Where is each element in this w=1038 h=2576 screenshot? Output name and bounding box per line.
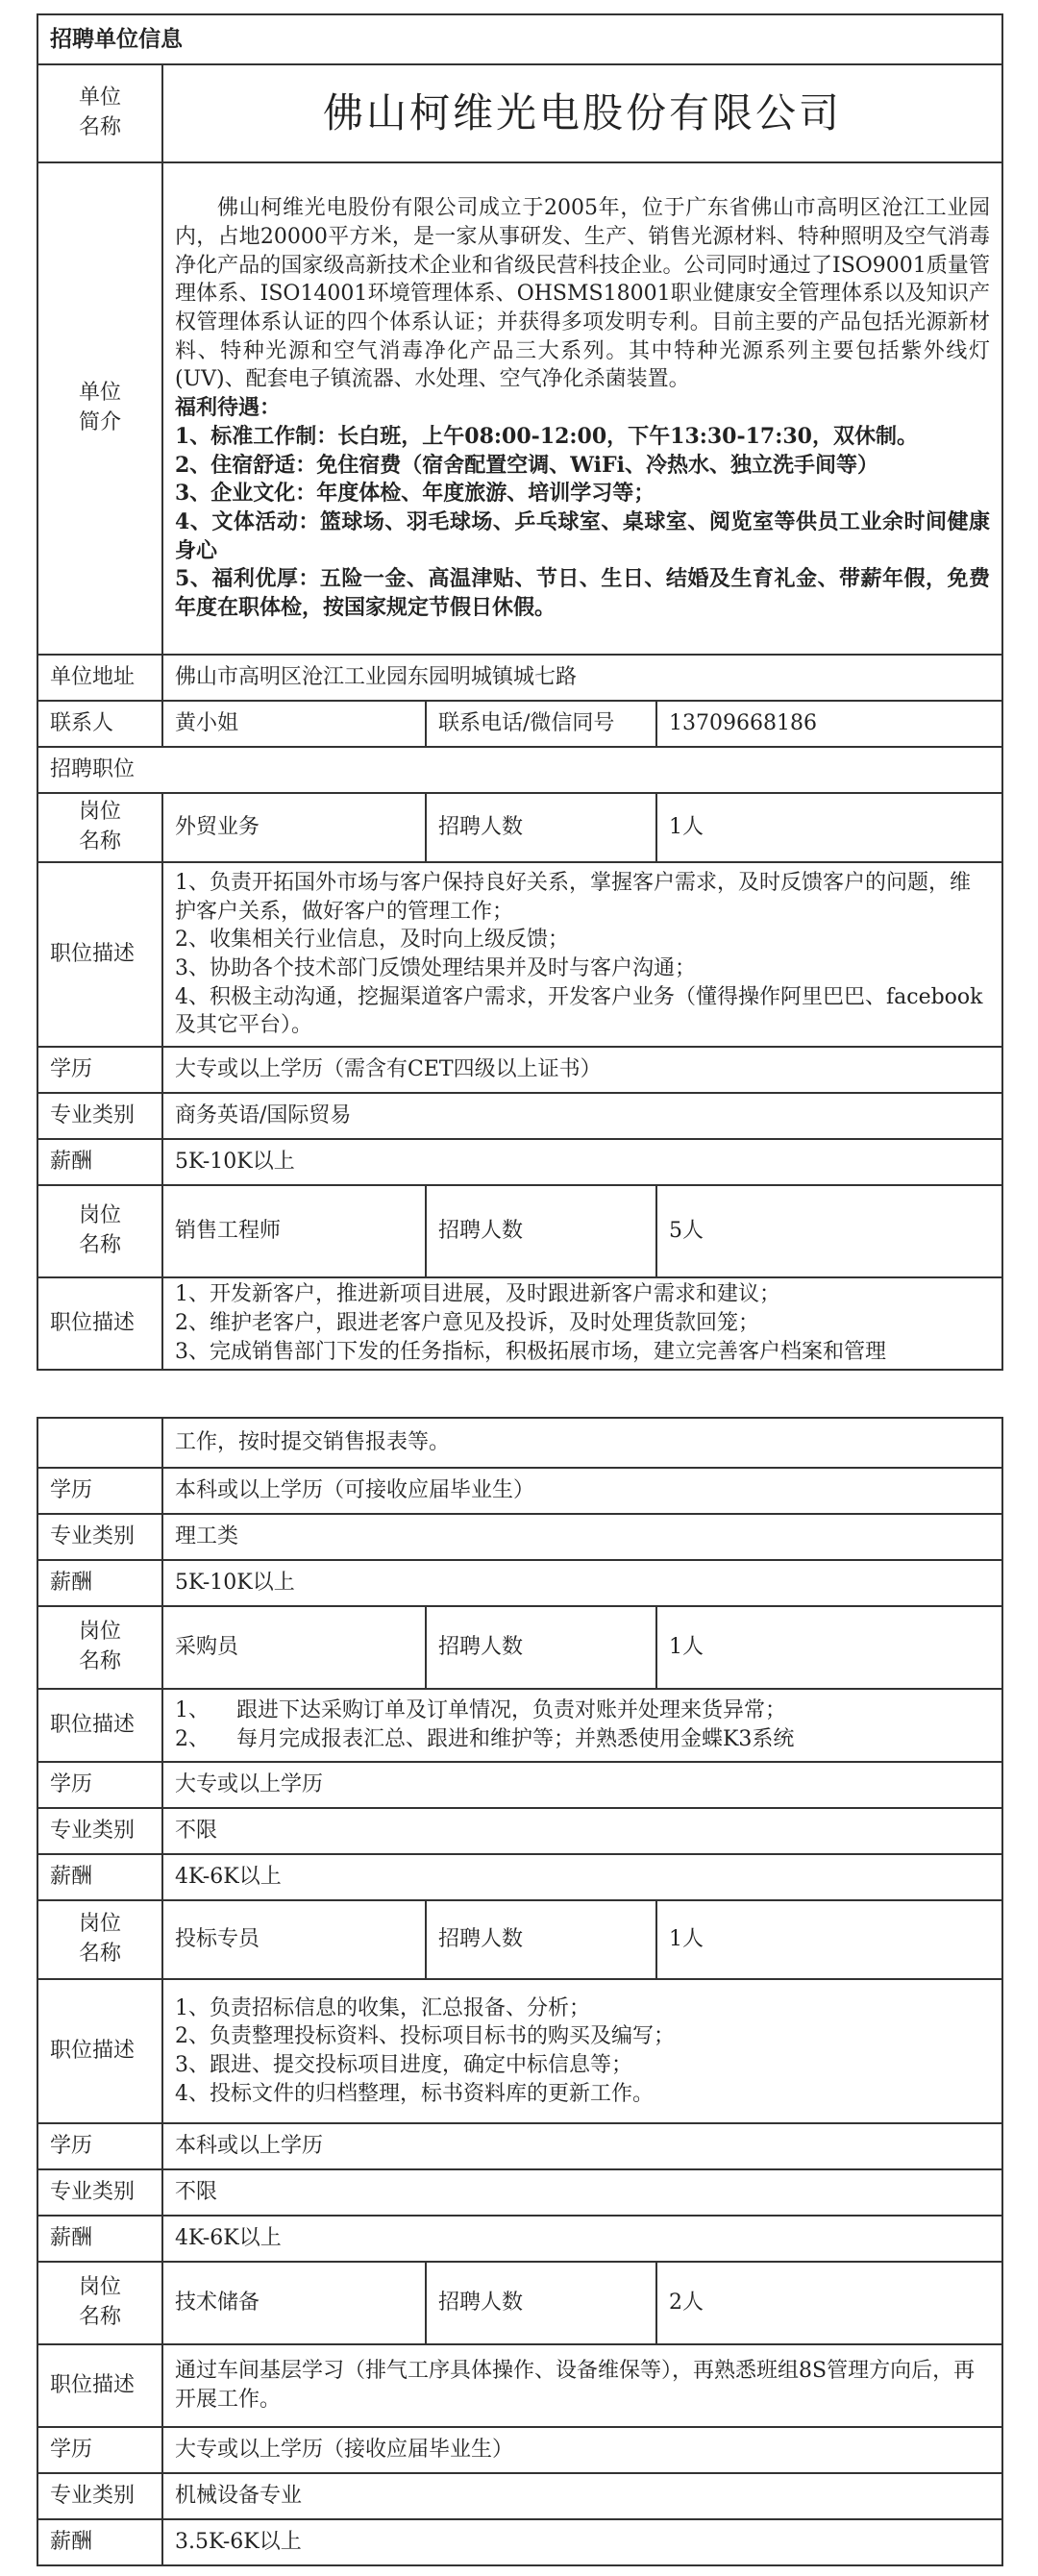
desc-item: 2、维护老客户，跟进老客户意见及投诉，及时处理货款回笼；: [175, 1311, 759, 1336]
benefit-item: 5、福利优厚：五险一金、高温津贴、节日、生日、结婚及生育礼金、带薪年假，免费年度在职体检，按国家规定节假日休假。: [175, 566, 990, 620]
edu-label: 学历: [37, 1762, 162, 1808]
count-value: 1人: [656, 793, 1002, 862]
count-value: 1人: [656, 1606, 1002, 1689]
desc-item: 2、 每月完成报表汇总、跟进和维护等；并熟悉使用金蝶K3系统: [175, 1727, 795, 1751]
benefit-item: 1、标准工作制：长白班，上午08:00-12:00，下午13:30-17:30，双休制。: [175, 423, 918, 449]
recruitment-table-part2: [37, 1417, 1003, 2566]
major-label: 专业类别: [37, 1093, 162, 1139]
position-desc: [162, 2344, 1002, 2427]
recruitment-table-part1: [37, 13, 1003, 1371]
desc-item: 4、投标文件的归档整理，标书资料库的更新工作。: [175, 2081, 654, 2106]
desc-item: 2、负责整理投标资料、投标项目标书的购买及编写；: [175, 2024, 675, 2049]
company-intro-label: 单位 简介: [37, 162, 162, 655]
major-label: 专业类别: [37, 2473, 162, 2519]
desc-item: 1、负责开拓国外市场与客户保持良好关系，掌握客户需求，及时反馈客户的问题，维护客户关系，做好客户的管理工作；: [175, 870, 971, 924]
position-name: 投标专员: [162, 1900, 426, 1979]
position-desc: [162, 1689, 1002, 1762]
major-value: 不限: [162, 2169, 1002, 2216]
salary-label: 薪酬: [37, 1560, 162, 1606]
desc-item: 3、协助各个技术部门反馈处理结果并及时与客户沟通；: [175, 956, 696, 980]
salary-value: 5K-10K以上: [162, 1139, 1002, 1185]
count-value: 1人: [656, 1900, 1002, 1979]
phone-label: 联系电话/微信同号: [426, 701, 656, 747]
desc-label: 职位描述: [37, 1277, 162, 1370]
desc-item: 3、完成销售部门下发的任务指标，积极拓展市场，建立完善客户档案和管理: [175, 1339, 886, 1364]
benefit-item: 2、住宿舒适：免住宿费（宿舍配置空调、WiFi、冷热水、独立洗手间等）: [175, 452, 878, 478]
edu-value: 大专或以上学历（需含有CET四级以上证书）: [162, 1047, 1002, 1093]
desc-item: 2、收集相关行业信息，及时向上级反馈；: [175, 928, 569, 953]
position-desc: [162, 1277, 1002, 1370]
position-label: 岗位 名称: [37, 793, 162, 862]
address-value: 佛山市高明区沧江工业园东园明城镇城七路: [162, 655, 1002, 701]
salary-value: 3.5K-6K以上: [162, 2519, 1002, 2565]
company-name: 佛山柯维光电股份有限公司: [162, 64, 1002, 162]
major-label: 专业类别: [37, 2169, 162, 2216]
salary-value: 4K-6K以上: [162, 1854, 1002, 1900]
major-value: 商务英语/国际贸易: [162, 1093, 1002, 1139]
edu-label: 学历: [37, 1047, 162, 1093]
position-name: 销售工程师: [162, 1185, 426, 1277]
salary-value: 5K-10K以上: [162, 1560, 1002, 1606]
edu-value: 本科或以上学历: [162, 2123, 1002, 2169]
benefit-item: 4、文体活动：篮球场、羽毛球场、乒乓球室、桌球室、阅览室等供员工业余时间健康身心: [175, 508, 990, 563]
position-label: 岗位 名称: [37, 1185, 162, 1277]
phone-value: 13709668186: [656, 701, 1002, 747]
count-label: 招聘人数: [426, 1900, 656, 1979]
salary-label: 薪酬: [37, 1854, 162, 1900]
desc-continued: 工作，按时提交销售报表等。: [162, 1418, 1002, 1468]
major-label: 专业类别: [37, 1808, 162, 1854]
desc-item: 3、跟进、提交投标项目进度，确定中标信息等；: [175, 2053, 632, 2077]
desc-label: 职位描述: [37, 2344, 162, 2427]
desc-label: 职位描述: [37, 1689, 162, 1762]
major-value: 机械设备专业: [162, 2473, 1002, 2519]
desc-item: 1、 跟进下达采购订单及订单情况，负责对账并处理来货异常；: [175, 1698, 786, 1723]
edu-label: 学历: [37, 2427, 162, 2473]
company-name-label: 单位 名称: [37, 64, 162, 162]
position-name: 外贸业务: [162, 793, 426, 862]
position-label: 岗位 名称: [37, 2262, 162, 2344]
address-label: 单位地址: [37, 655, 162, 701]
company-intro: [162, 162, 1002, 655]
salary-label: 薪酬: [37, 2519, 162, 2565]
edu-value: 大专或以上学历: [162, 1762, 1002, 1808]
count-value: 5人: [656, 1185, 1002, 1277]
edu-value: 大专或以上学历（接收应届毕业生）: [162, 2427, 1002, 2473]
major-value: 理工类: [162, 1514, 1002, 1560]
position-name: 采购员: [162, 1606, 426, 1689]
edu-label: 学历: [37, 2123, 162, 2169]
benefit-item: 3、企业文化：年度体检、年度旅游、培训学习等；: [175, 481, 655, 507]
section-header: 招聘单位信息: [37, 14, 1002, 64]
position-desc: [162, 862, 1002, 1047]
desc-label-continued: [37, 1418, 162, 1468]
edu-value: 本科或以上学历（可接收应届毕业生）: [162, 1468, 1002, 1514]
major-label: 专业类别: [37, 1514, 162, 1560]
desc-label: 职位描述: [37, 1979, 162, 2123]
count-label: 招聘人数: [426, 2262, 656, 2344]
desc-label: 职位描述: [37, 862, 162, 1047]
count-value: 2人: [656, 2262, 1002, 2344]
salary-label: 薪酬: [37, 2216, 162, 2262]
edu-label: 学历: [37, 1468, 162, 1514]
count-label: 招聘人数: [426, 1606, 656, 1689]
position-label: 岗位 名称: [37, 1606, 162, 1689]
positions-header: 招聘职位: [37, 747, 1002, 793]
desc-item: 1、开发新客户，推进新项目进展，及时跟进新客户需求和建议；: [175, 1282, 780, 1307]
position-label: 岗位 名称: [37, 1900, 162, 1979]
benefits-title: 福利待遇：: [175, 395, 282, 421]
salary-value: 4K-6K以上: [162, 2216, 1002, 2262]
desc-item: 通过车间基层学习（排气工序具体操作、设备维保等），再熟悉班组8S管理方向后，再开展工作。: [175, 2359, 976, 2412]
salary-label: 薪酬: [37, 1139, 162, 1185]
position-desc: [162, 1979, 1002, 2123]
intro-text: 佛山柯维光电股份有限公司成立于2005年，位于广东省佛山市高明区沧江工业园内，占地20000平方米，是一家从事研发、生产、销售光源材料、特种照明及空气消毒净化产品的国家级高新技术企业和省级民营科技企业。公司同时通过了ISO9001质量管理体系、ISO14001环境管理体系、OHSMS18001职业健康安全管理体系以及知识产权管理体系认证的四个体系认证；并获得多项发明专利。目前主要的产品包括光源新材料、特种光源和空气消毒净化产品三大系列。其中特种光源系列主要包括紫外线灯(UV)、配套电子镇流器、水处理、空气净化杀菌装置。: [175, 196, 990, 392]
major-value: 不限: [162, 1808, 1002, 1854]
contact-value: 黄小姐: [162, 701, 426, 747]
desc-item: 4、积极主动沟通，挖掘渠道客户需求，开发客户业务（懂得操作阿里巴巴、facebook及其它平台）。: [175, 984, 983, 1038]
desc-item: 1、负责招标信息的收集，汇总报备、分析；: [175, 1995, 590, 2020]
contact-label: 联系人: [37, 701, 162, 747]
count-label: 招聘人数: [426, 1185, 656, 1277]
position-name: 技术储备: [162, 2262, 426, 2344]
count-label: 招聘人数: [426, 793, 656, 862]
